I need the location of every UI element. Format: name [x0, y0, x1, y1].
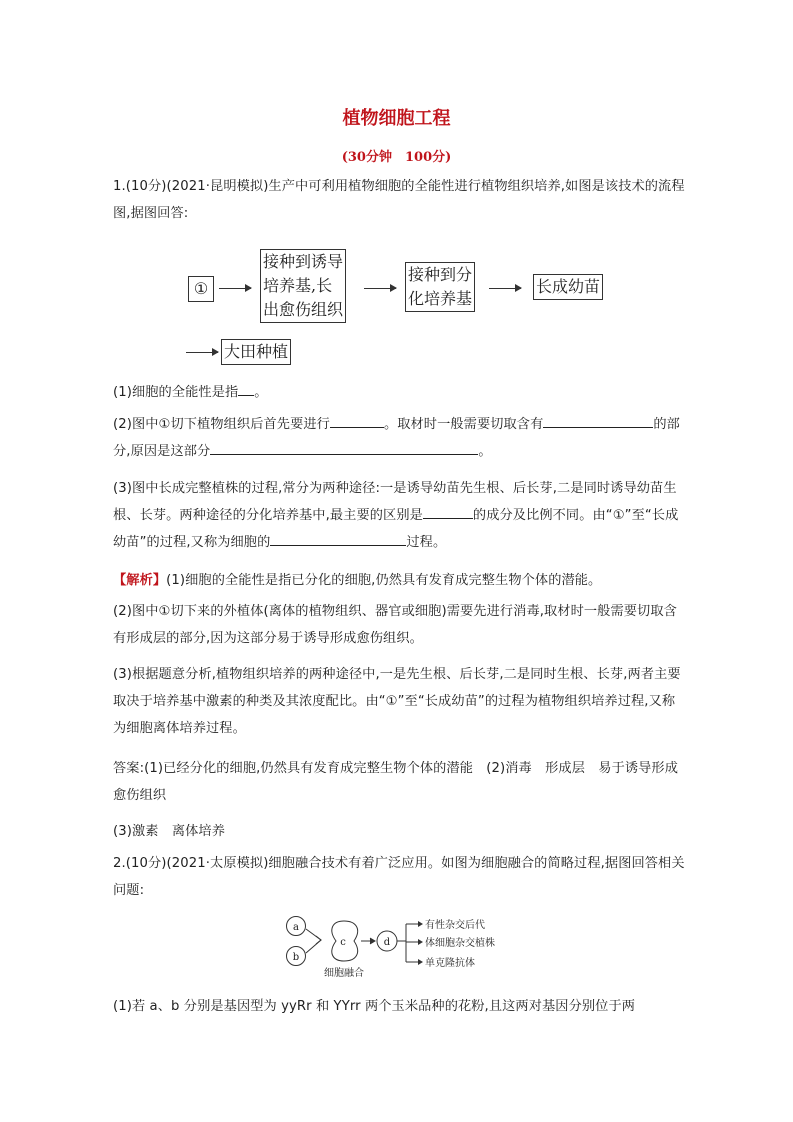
answer-blank[interactable]	[330, 413, 384, 428]
q1-sub2-end: 。	[478, 444, 492, 459]
q1-answer-1: 答案:(1)已经分化的细胞,仍然具有发育成完整生物个体的潜能 (2)消毒 形成层 易于诱导形成愈伤组织	[113, 761, 679, 803]
answer-blank[interactable]	[210, 440, 478, 455]
cell-fusion-diagram	[280, 910, 520, 982]
q2-stem: 2.(10分)(2021·太原模拟)细胞融合技术有着广泛应用。如图为细胞融合的简略过程,据图回答相关问题:	[113, 856, 685, 898]
flow-step-diff-line1: 接种到分	[408, 265, 473, 284]
flow-step-1-marker: ①	[188, 276, 214, 302]
flow-arrow	[364, 288, 396, 289]
flow-step-induction-line2: 培养基,长	[263, 276, 333, 295]
q1-stem: 1.(10分)(2021·昆明模拟)生产中可利用植物细胞的全能性进行植物组织培养,如图是该技术的流程图,据图回答:	[113, 179, 685, 221]
flow-step-differentiation	[405, 262, 475, 312]
flow-arrow	[489, 288, 521, 289]
answer-blank[interactable]	[238, 381, 254, 396]
fusion-label: 细胞融合	[324, 968, 364, 979]
arrowhead-1	[418, 921, 423, 927]
q1-sub1	[113, 379, 685, 406]
cell-c-label: c	[340, 937, 346, 948]
output-sexual-hybrid: 有性杂交后代	[425, 920, 485, 931]
flow-arrow	[219, 288, 251, 289]
flow-step-field: 大田种植	[221, 339, 291, 365]
q1-sub2-text-c: 的部分,原因是这部分	[113, 417, 680, 459]
q1-analysis-1	[113, 567, 685, 594]
q1-sub3-end: 过程。	[406, 535, 447, 550]
q1-sub3	[113, 475, 685, 556]
page-title: 植物细胞工程	[342, 108, 451, 129]
flow-step-induction-line3: 出愈伤组织	[263, 300, 344, 319]
cell-a-label: a	[293, 922, 299, 933]
answer-blank[interactable]	[543, 413, 653, 428]
q2-sub1: (1)若 a、b 分别是基因型为 yyRr 和 YYrr 两个玉米品种的花粉,且这两对基因分别位于两	[113, 999, 636, 1014]
q1-sub2-text-b: 。取材时一般需要切取含有	[383, 417, 544, 432]
q1-sub2-text-a: (2)图中①切下植物组织后首先要进行	[113, 417, 330, 432]
flow-step-induction-line1: 接种到诱导	[263, 252, 344, 271]
arrowhead-2	[418, 939, 423, 945]
cell-d-label: d	[383, 937, 391, 948]
output-monoclonal: 单克隆抗体	[425, 958, 475, 969]
flow-step-seedling: 长成幼苗	[533, 274, 603, 300]
analysis-tag: 【解析】	[113, 573, 167, 588]
q1-answer-2: (3)激素 离体培养	[113, 824, 225, 839]
answer-blank[interactable]	[270, 531, 406, 546]
merge-arrow	[306, 929, 321, 953]
flow-step-diff-line2: 化培养基	[408, 289, 473, 308]
q1-analysis-3: (3)根据题意分析,植物组织培养的两种途径中,一是先生根、后长芽,二是同时生根、长芽,两者主要取决于培养基中激素的种类及其浓度配比。由“①”至“长成幼苗”的过程为植物组织培养过程,又称为细胞离体培养过程。	[113, 667, 681, 736]
flow-step-induction	[260, 249, 346, 323]
q1-sub3-text-b: 的成分及比例不同。由“①”至“长成幼苗”的过程,又称为细胞的	[113, 508, 679, 550]
q1-sub1-text: (1)细胞的全能性是指	[113, 385, 239, 400]
answer-blank[interactable]	[423, 504, 473, 519]
analysis-text: (1)细胞的全能性是指已分化的细胞,仍然具有发育成完整生物个体的潜能。	[166, 573, 602, 588]
cell-b-label: b	[292, 952, 300, 963]
q1-analysis-2: (2)图中①切下来的外植体(离体的植物组织、器官或细胞)需要先进行消毒,取材时一般需要切取含有形成层的部分,因为这部分易于诱导形成愈伤组织。	[113, 604, 677, 646]
output-somatic-hybrid: 体细胞杂交植株	[425, 938, 495, 949]
q1-sub2	[113, 411, 685, 465]
page-subtitle: (30分钟 100分)	[341, 150, 452, 165]
arrowhead-c-d	[370, 938, 375, 944]
arrowhead-3	[418, 959, 423, 965]
q1-sub3-text-a: (3)图中长成完整植株的过程,常分为两种途径:一是诱导幼苗先生根、后长芽,二是同时诱导幼苗生根、长芽。两种途径的分化培养基中,最主要的区别是	[113, 481, 677, 523]
flow-arrow	[186, 352, 218, 353]
q1-sub1-end: 。	[254, 385, 268, 400]
